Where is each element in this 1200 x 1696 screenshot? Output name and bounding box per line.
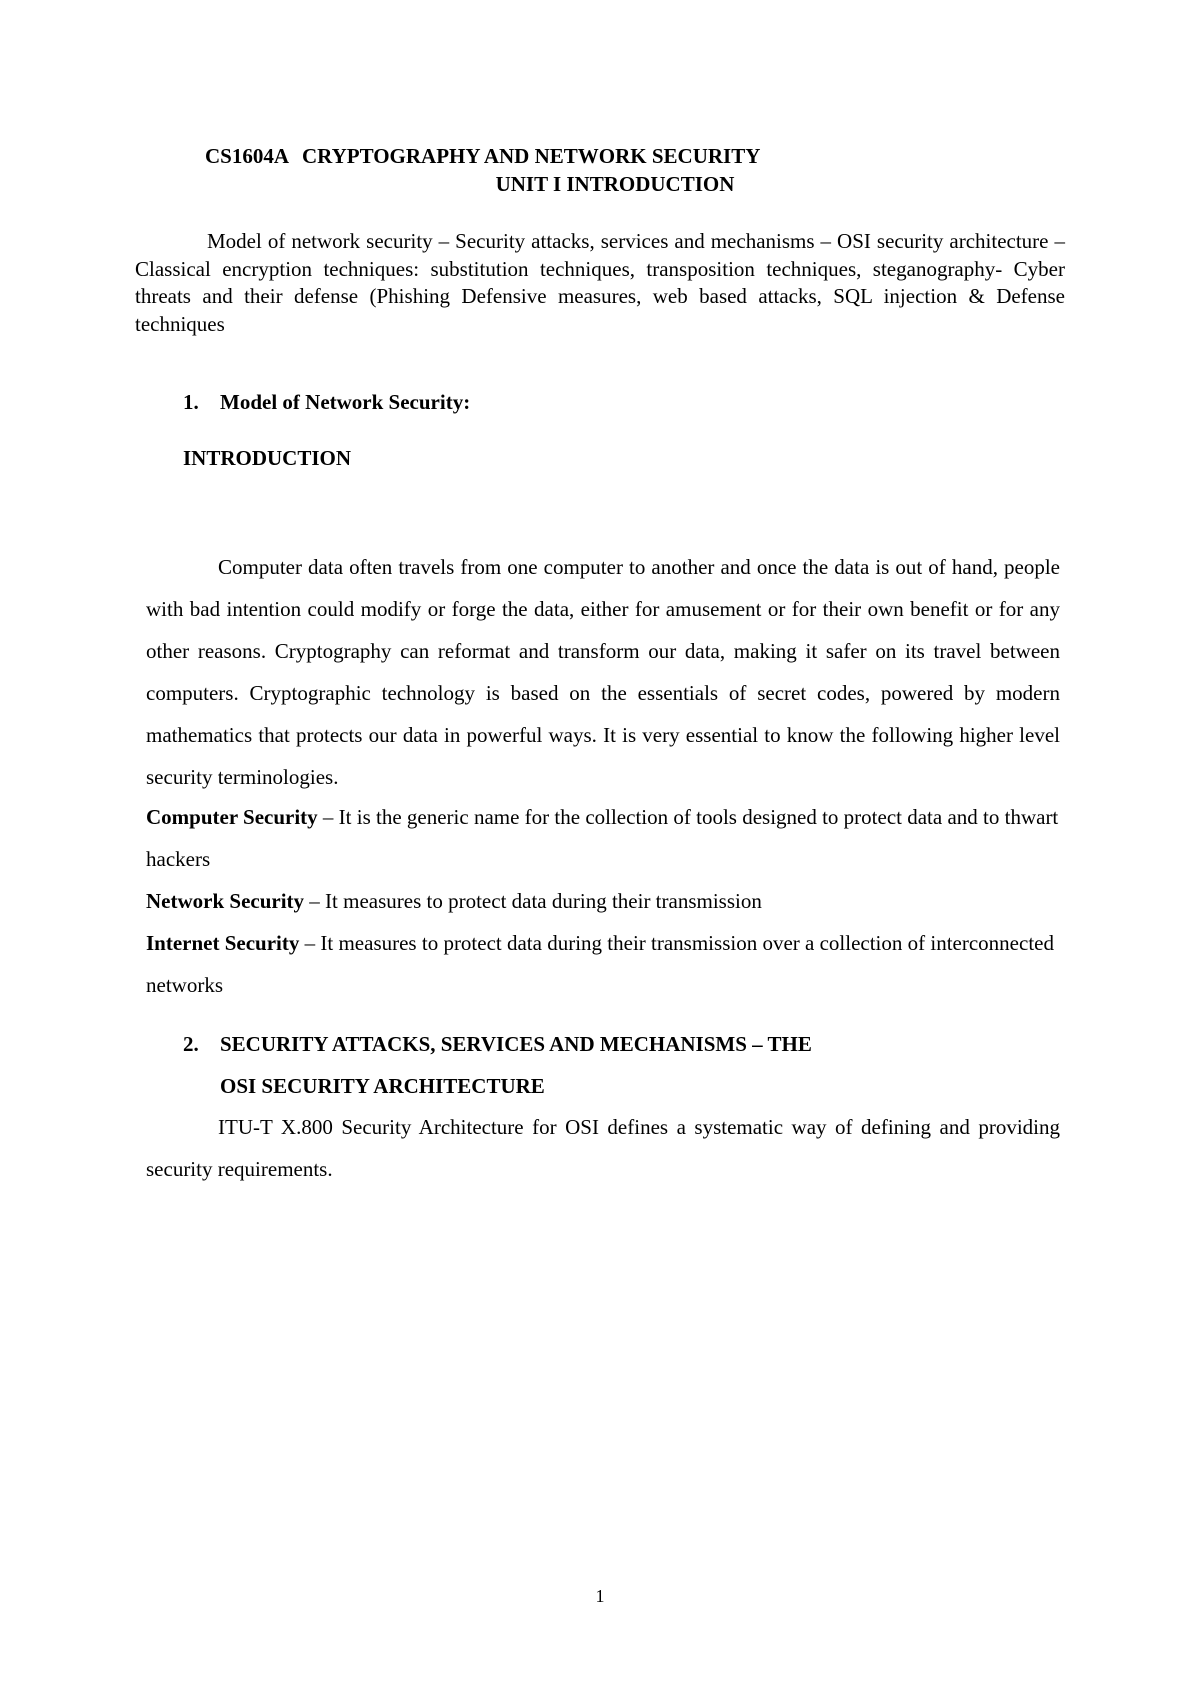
term-name: Network Security xyxy=(146,889,305,913)
section-1-subheading: INTRODUCTION xyxy=(183,446,352,470)
section-2-heading xyxy=(183,1032,812,1057)
terminology-list xyxy=(146,796,1060,1006)
section-1-title: Model of Network Security: xyxy=(220,390,471,414)
architecture-paragraph xyxy=(146,1106,1060,1190)
section-2-title-line-1: SECURITY ATTACKS, SERVICES AND MECHANISMS – THE xyxy=(220,1032,812,1056)
architecture-text: ITU-T X.800 Security Architecture for OSI defines a systematic way of defining and providing security requirements. xyxy=(146,1115,1060,1181)
term-definition: – It is the generic name for the collection of tools designed to protect data and to thwart hackers xyxy=(146,805,1059,871)
course-code: CS1604A xyxy=(205,144,290,168)
course-heading xyxy=(205,144,760,169)
section-1-heading xyxy=(183,390,470,415)
course-title: CRYPTOGRAPHY AND NETWORK SECURITY xyxy=(302,144,761,168)
intro-paragraph xyxy=(146,546,1060,798)
section-2-number: 2. xyxy=(183,1032,199,1056)
term-item xyxy=(146,880,1060,922)
term-item xyxy=(146,922,1060,1006)
syllabus-text: Model of network security – Security attacks, services and mechanisms – OSI security architecture – Classical encryption techniques: substitution techniques, transposition techniques, steganography- Cyber threats and their defense (Phishing Defensive measures, web based attacks, SQL injection & Defense techniques xyxy=(135,229,1065,336)
intro-text: Computer data often travels from one computer to another and once the data is out of hand, people with bad intention could modify or forge the data, either for amusement or for their own benefit or for any other reasons. Cryptography can reformat and transform our data, making it safer on its travel between computers. Cryptographic technology is based on the essentials of secret codes, powered by modern mathematics that protects our data in powerful ways. It is very essential to know the following higher level security terminologies. xyxy=(146,555,1060,789)
term-name: Computer Security xyxy=(146,805,318,829)
section-1-number: 1. xyxy=(183,390,199,414)
term-definition: – It measures to protect data during their transmission xyxy=(304,889,762,913)
term-item xyxy=(146,796,1060,880)
syllabus-paragraph xyxy=(135,228,1065,338)
term-name: Internet Security xyxy=(146,931,300,955)
section-2-title-line-2: OSI SECURITY ARCHITECTURE xyxy=(220,1074,545,1098)
term-definition: – It measures to protect data during their transmission over a collection of interconnected networks xyxy=(146,931,1054,997)
unit-title: UNIT I INTRODUCTION xyxy=(495,172,735,196)
page-number: 1 xyxy=(595,1586,605,1606)
